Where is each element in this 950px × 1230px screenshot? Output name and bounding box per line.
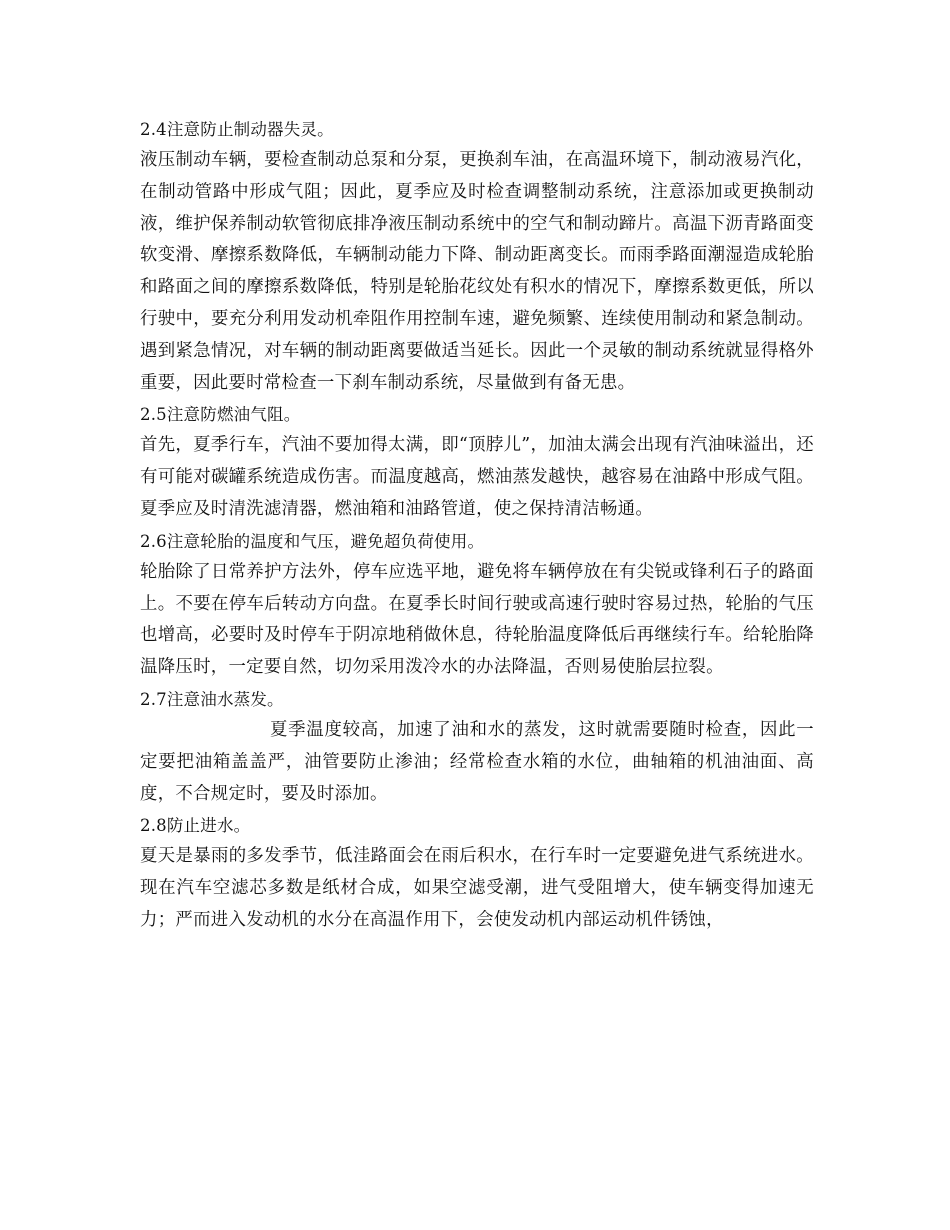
section-heading: 2.6注意轮胎的温度和气压，避免超负荷使用。 xyxy=(140,531,485,551)
section-heading: 2.7注意油水蒸发。 xyxy=(140,689,284,709)
section-2-5 xyxy=(140,399,814,525)
section-paragraph: 轮胎除了日常养护方法外，停车应选平地，避免将车辆停放在有尖锐或锋利石子的路面上。不要在停车后转动方向盘。在夏季长时间行驶或高速行驶时容易过热，轮胎的气压也增高，必要时及时停车于阴凉地稍做休息，待轮胎温度降低后再继续行车。给轮胎降温降压时，一定要自然，切勿采用泼冷水的办法降温，否则易使胎层拉裂。 xyxy=(140,561,814,678)
section-paragraph: 夏季温度较高，加速了油和水的蒸发，这时就需要随时检查，因此一定要把油箱盖盖严，油管要防止渗油；经常检查水箱的水位，曲轴箱的机油油面、高度，不合规定时，要及时添加。 xyxy=(140,719,814,804)
section-paragraph: 液压制动车辆，要检查制动总泵和分泵，更换刹车油，在高温环境下，制动液易汽化，在制动管路中形成气阻；因此，夏季应及时检查调整制动系统，注意添加或更换制动液，维护保养制动软管彻底排净液压制动系统中的空气和制动蹄片。高温下沥青路面变软变滑、摩擦系数降低，车辆制动能力下降、制动距离变长。而雨季路面潮湿造成轮胎和路面之间的摩擦系数降低，特别是轮胎花纹处有积水的情况下，摩擦系数更低，所以行驶中，要充分利用发动机牵阻作用控制车速，避免频繁、连续使用制动和紧急制动。遇到紧急情况，对车辆的制动距离要做适当延长。因此一个灵敏的制动系统就显得格外重要，因此要时常检查一下刹车制动系统，尽量做到有备无患。 xyxy=(140,150,814,393)
section-2-7 xyxy=(140,684,814,810)
section-paragraph: 首先，夏季行车，汽油不要加得太满，即“顶脖儿”，加油太满会出现有汽油味溢出，还有可能对碳罐系统造成伤害。而温度越高，燃油蒸发越快，越容易在油路中形成气阻。夏季应及时清洗滤清器，燃油箱和油路管道，使之保持清洁畅通。 xyxy=(140,435,814,519)
section-2-6 xyxy=(140,526,814,684)
section-heading: 2.8防止进水。 xyxy=(140,816,251,836)
document-page xyxy=(140,114,814,937)
section-paragraph: 夏天是暴雨的多发季节，低洼路面会在雨后积水，在行车时一定要避免进气系统进水。现在汽车空滤芯多数是纸材合成，如果空滤受潮，进气受阻增大，使车辆变得加速无力；严而进入发动机的水分在高温作用下，会使发动机内部运动机件锈蚀， xyxy=(140,846,814,930)
section-2-4 xyxy=(140,114,814,399)
section-heading: 2.4注意防止制动器失灵。 xyxy=(140,120,334,139)
section-2-8 xyxy=(140,810,814,936)
section-heading: 2.5注意防燃油气阻。 xyxy=(140,405,301,425)
